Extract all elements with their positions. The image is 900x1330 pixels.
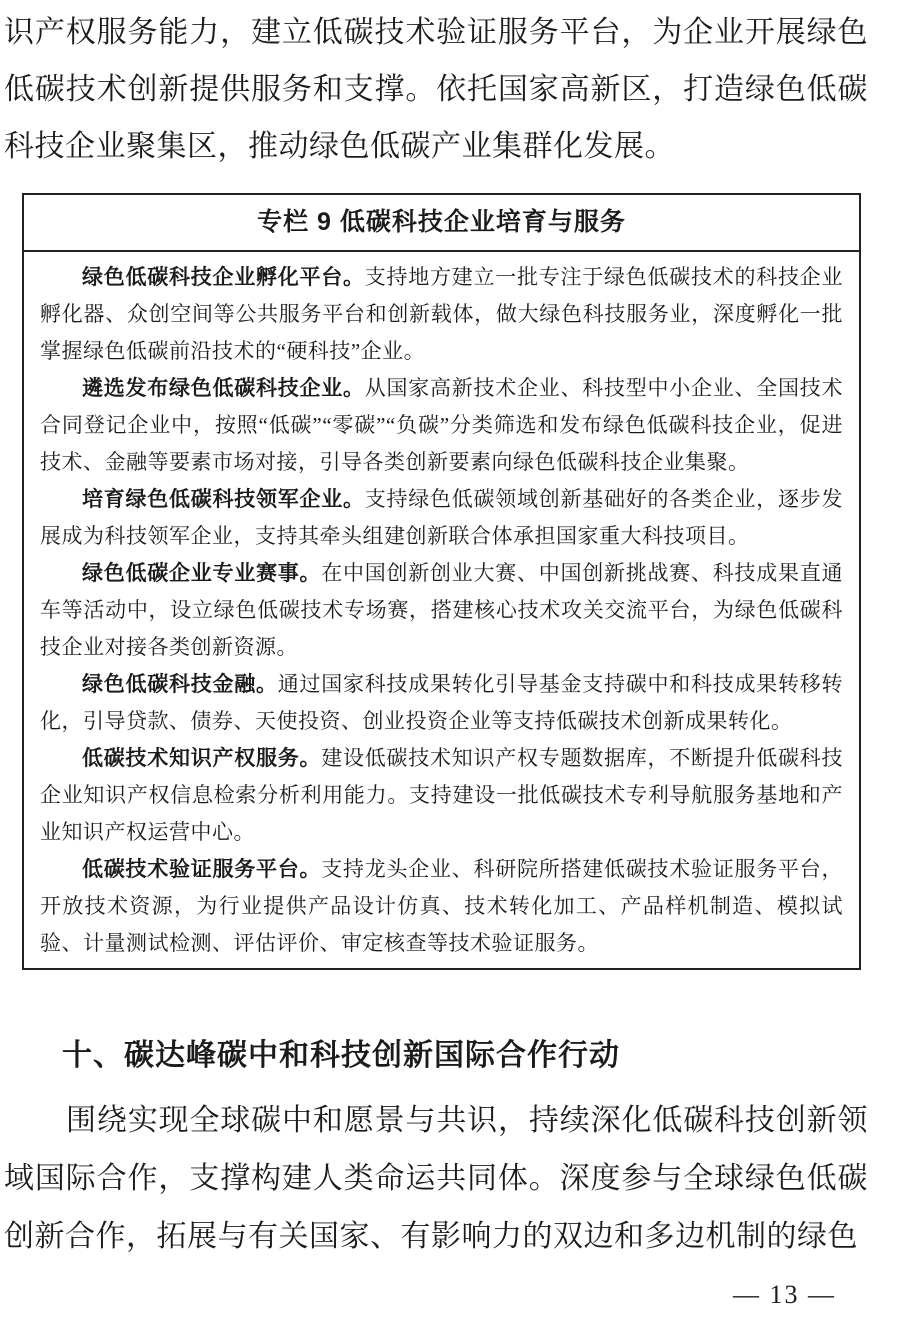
box-paragraph-body: 通过国家科技成果转化引导基金支持碳中和科技成果转移转化，引导贷款、债券、天使投资、创业投资企业等支持低碳技术创新成果转化。 [40, 672, 843, 733]
section-heading-10: 十、碳达峰碳中和科技创新国际合作行动 [62, 1039, 620, 1072]
column-9-box-title: 专栏 9 低碳科技企业培育与服务 [24, 195, 859, 252]
box-paragraph-lead: 绿色低碳科技金融。 [82, 673, 278, 696]
box-paragraph [40, 555, 843, 666]
box-paragraph-body: 支持绿色低碳领域创新基础好的各类企业，逐步发展成为科技领军企业，支持其牵头组建创新联合体承担国家重大科技项目。 [40, 487, 843, 548]
box-paragraph-lead: 绿色低碳科技企业孵化平台。 [82, 266, 365, 289]
box-paragraph [40, 666, 843, 740]
box-paragraph [40, 851, 843, 962]
page-number: — 13 — [733, 1280, 836, 1309]
box-paragraph-body: 从国家高新技术企业、科技型中小企业、全国技术合同登记企业中，按照“低碳”“零碳”“负碳”分类筛选和发布绿色低碳科技企业，促进技术、金融等要素市场对接，引导各类创新要素向绿色低碳科技企业集聚。 [40, 376, 843, 474]
column-9-box-body [24, 252, 859, 962]
box-paragraph [40, 259, 843, 370]
box-paragraph-body: 建设低碳技术知识产权专题数据库，不断提升低碳科技企业知识产权信息检索分析利用能力。支持建设一批低碳技术专利导航服务基地和产业知识产权运营中心。 [40, 746, 843, 844]
top-paragraph: 识产权服务能力，建立低碳技术验证服务平台，为企业开展绿色低碳技术创新提供服务和支撑。依托国家高新区，打造绿色低碳科技企业聚集区，推动绿色低碳产业集群化发展。 [4, 16, 868, 163]
box-paragraph-body: 支持龙头企业、科研院所搭建低碳技术验证服务平台，开放技术资源，为行业提供产品设计仿真、技术转化加工、产品样机制造、模拟试验、计量测试检测、评估评价、审定核查等技术验证服务。 [40, 857, 843, 955]
bottom-paragraph: 围绕实现全球碳中和愿景与共识，持续深化低碳科技创新领域国际合作，支撑构建人类命运共同体。深度参与全球绿色低碳创新合作，拓展与有关国家、有影响力的双边和多边机制的绿色 [4, 1104, 868, 1253]
box-paragraph-body: 在中国创新创业大赛、中国创新挑战赛、科技成果直通车等活动中，设立绿色低碳技术专场赛，搭建核心技术攻关交流平台，为绿色低碳科技企业对接各类创新资源。 [40, 561, 843, 659]
box-paragraph-lead: 低碳技术知识产权服务。 [82, 747, 322, 770]
box-paragraph-lead: 遴选发布绿色低碳科技企业。 [82, 377, 365, 400]
box-paragraph-lead: 绿色低碳企业专业赛事。 [82, 562, 322, 585]
box-paragraph [40, 481, 843, 555]
box-paragraph-lead: 培育绿色低碳科技领军企业。 [82, 488, 365, 511]
box-paragraph [40, 740, 843, 851]
column-9-box [22, 193, 861, 970]
box-paragraph-body: 支持地方建立一批专注于绿色低碳技术的科技企业孵化器、众创空间等公共服务平台和创新载体，做大绿色科技服务业，深度孵化一批掌握绿色低碳前沿技术的“硬科技”企业。 [40, 265, 843, 363]
box-paragraph [40, 370, 843, 481]
box-paragraph-lead: 低碳技术验证服务平台。 [82, 858, 322, 881]
